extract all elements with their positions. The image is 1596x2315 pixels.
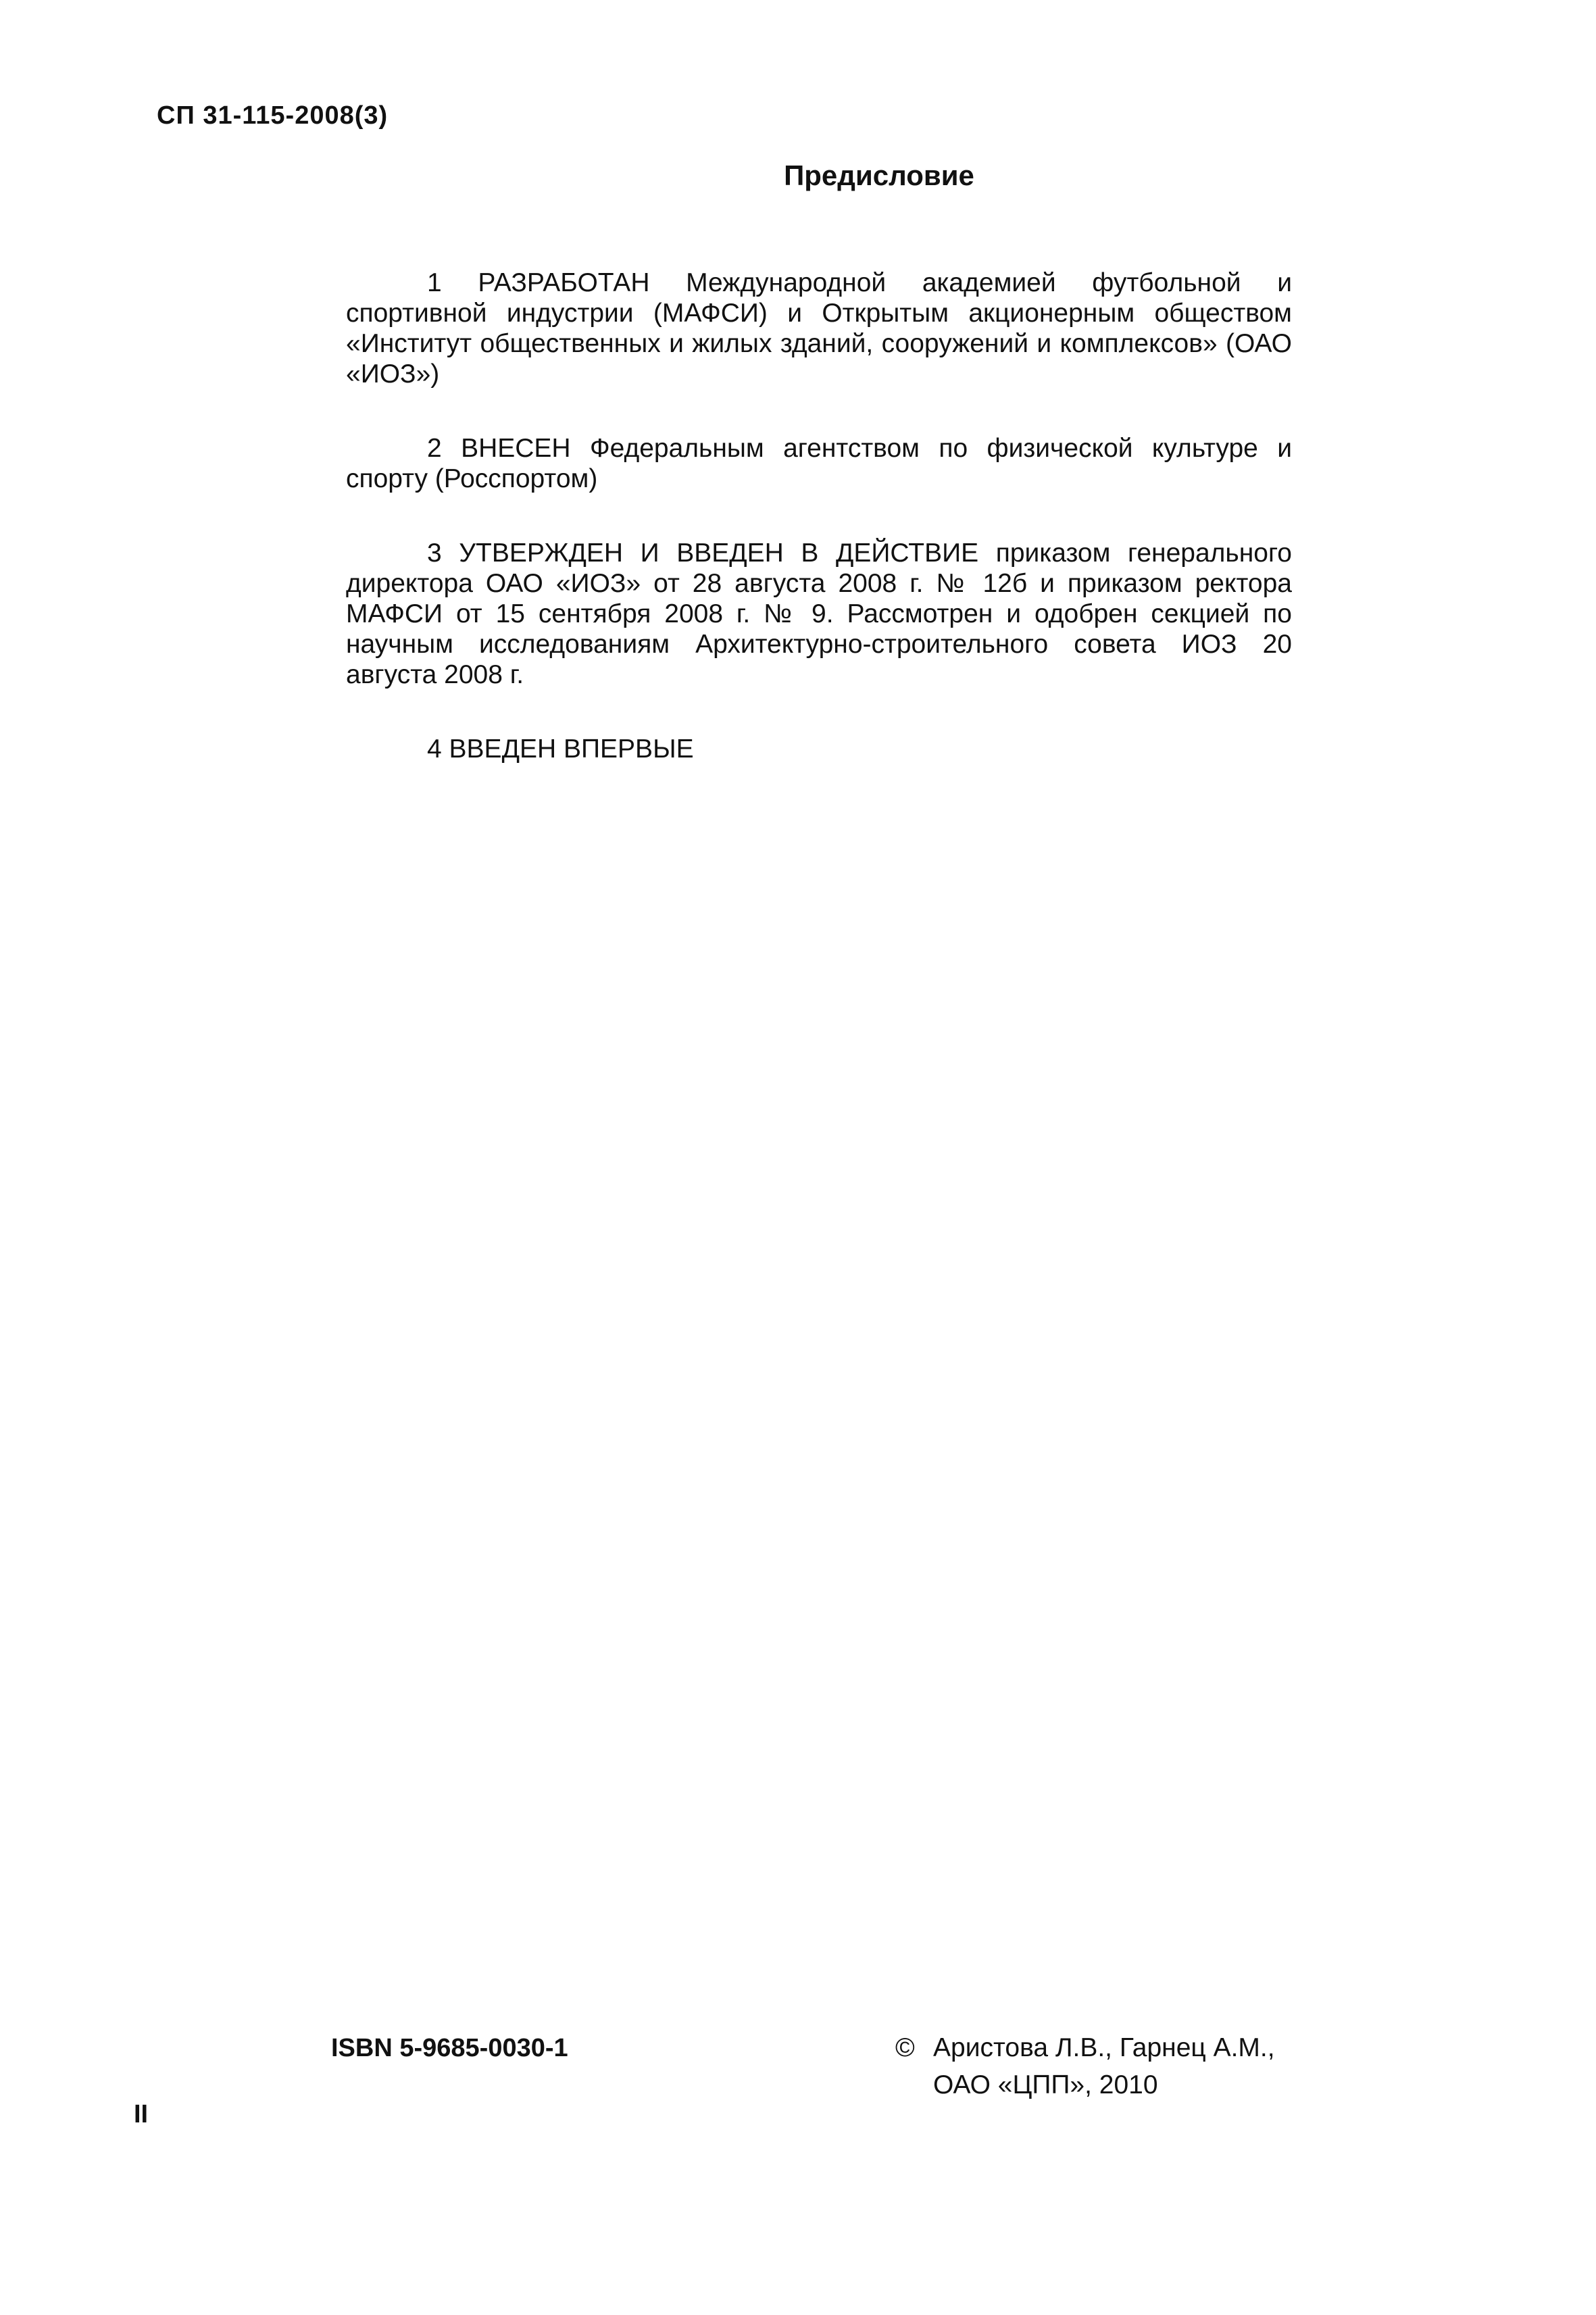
preface-body [346,268,1292,764]
copyright-line-2: ОАО «ЦПП», 2010 [933,2070,1158,2099]
page-number: II [134,2100,149,2129]
preface-paragraph-2: 2 ВНЕСЕН Федеральным агентством по физической культуре и спорту (Росспортом) [346,434,1292,493]
copyright-line-1 [895,2029,1275,2066]
isbn-number: ISBN 5-9685-0030-1 [331,2034,568,2062]
copyright-sign: © [895,2033,915,2062]
page-title: Предисловие [784,159,974,191]
preface-paragraph-3: 3 УТВЕРЖДЕН И ВВЕДЕН В ДЕЙСТВИЕ приказом генерального директора ОАО «ИОЗ» от 28 августа 2008 г. № 12б и приказом ректора МАФСИ от 15 сентября 2008 г. № 9. Рассмотрен и одобрен секцией по научным исследованиям Архитектурно-строительного совета ИОЗ 20 августа 2008 г. [346,539,1292,689]
preface-paragraph-1: 1 РАЗРАБОТАН Международной академией футбольной и спортивной индустрии (МАФСИ) и Открытым акционерным обществом «Институт общественных и жилых зданий, сооружений и комплексов» (ОАО «ИОЗ») [346,268,1292,389]
copyright-authors: Аристова Л.В., Гарнец А.М., [933,2033,1275,2062]
copyright-notice [895,2029,1275,2104]
document-code: СП 31-115-2008(3) [157,101,389,130]
preface-paragraph-4: 4 ВВЕДЕН ВПЕРВЫЕ [427,735,694,764]
